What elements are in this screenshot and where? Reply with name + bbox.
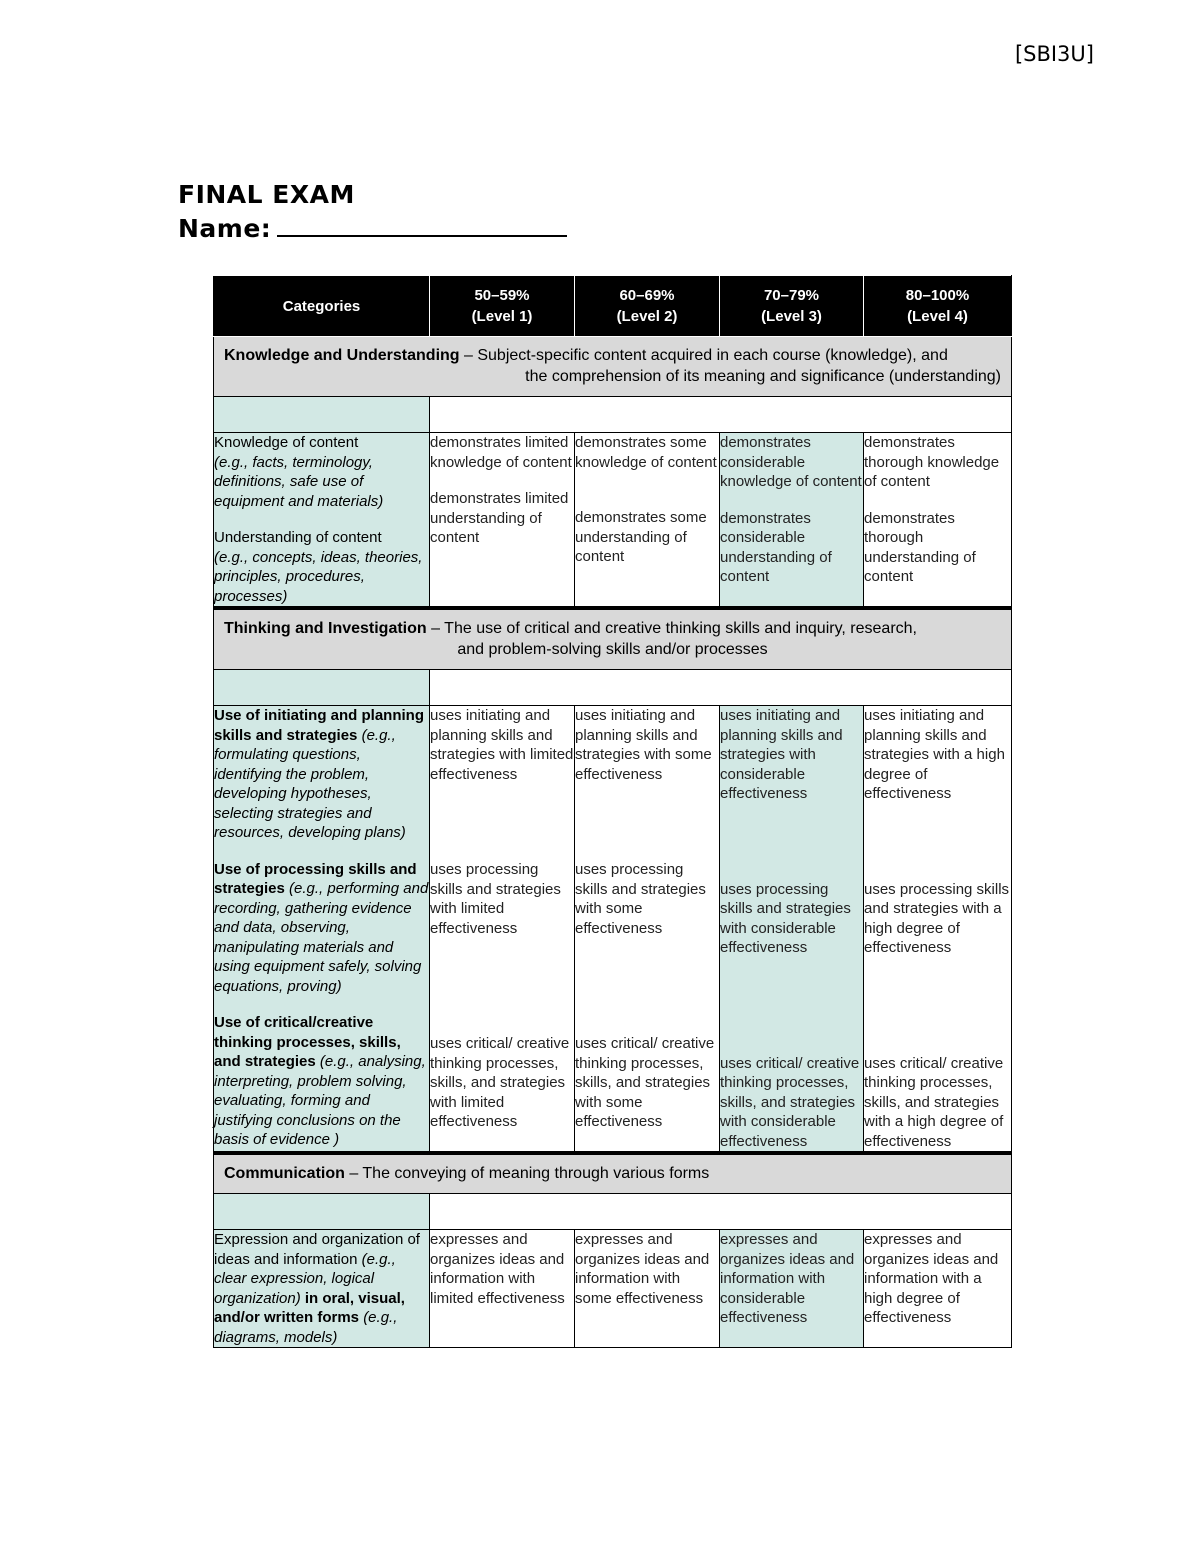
- level-2-cell: uses initiating and planning skills and strategies with some effectiveness uses processing skills and strategies with some effectiveness uses critical/ creative thinking processes, skills, and strategies with some effectiveness: [575, 706, 720, 1154]
- col-header-level-4: 80–100% (Level 4): [864, 276, 1012, 337]
- col-header-level-3: 70–79% (Level 3): [720, 276, 864, 337]
- name-label: Name:: [178, 214, 272, 243]
- name-line: [178, 213, 567, 243]
- col-header-level-1: 50–59% (Level 1): [430, 276, 575, 337]
- level-2-cell: expresses and organizes ideas and information with some effectiveness: [575, 1230, 720, 1348]
- level-3-cell: uses initiating and planning skills and strategies with considerable effectiveness uses processing skills and strategies with considerable effectiveness uses critical/ creative thinking processes, skills, and strategies with considerable effectiveness: [720, 706, 864, 1154]
- level-2-cell: demonstrates some knowledge of content demonstrates some understanding of content: [575, 433, 720, 609]
- level-4-cell: expresses and organizes ideas and information with a high degree of effectiveness: [864, 1230, 1012, 1348]
- category-title: Communication: [224, 1165, 345, 1182]
- col-header-level-2: 60–69% (Level 2): [575, 276, 720, 337]
- category-thinking-investigation: Thinking and Investigation – The use of critical and creative thinking skills and inquiry, research, and problem-solving skills and/or processes: [214, 608, 1012, 670]
- category-communication: Communication – The conveying of meaning through various forms: [214, 1153, 1012, 1194]
- exam-title: FINAL EXAM: [178, 180, 355, 209]
- criteria-cell: Use of initiating and planning skills and strategies (e.g., formulating questions, identifying the problem, developing hypotheses, selecting strategies and resources, developing plans) Use of processing skills and strategies (e.g., performing and recording, gathering evidence and data, observing, manipulating materials and using equipment safely, solving equations, proving) Use of critical/creative thinking processes, skills, and strategies (e.g., analysing, interpreting, problem solving, evaluating, forming and justifying conclusions on the basis of evidence ): [214, 706, 430, 1154]
- rubric-header-row: [214, 276, 1012, 337]
- criteria-cell: Knowledge of content (e.g., facts, terminology, definitions, safe use of equipment and materials) Understanding of content (e.g., concepts, ideas, theories, principles, procedures, processes): [214, 433, 430, 609]
- level-1-cell: expresses and organizes ideas and information with limited effectiveness: [430, 1230, 575, 1348]
- level-1-cell: uses initiating and planning skills and strategies with limited effectiveness uses processing skills and strategies with limited effectiveness uses critical/ creative thinking processes, skills, and strategies with limited effectiveness: [430, 706, 575, 1154]
- level-4-cell: uses initiating and planning skills and strategies with a high degree of effectiveness uses processing skills and strategies with a high degree of effectiveness uses critical/ creative thinking processes, skills, and strategies with a high degree of effectiveness: [864, 706, 1012, 1154]
- level-3-cell: demonstrates considerable knowledge of content demonstrates considerable understanding of content: [720, 433, 864, 609]
- achievement-rubric-table: [213, 275, 1012, 1348]
- spacer-row: [214, 670, 1012, 706]
- name-blank[interactable]: [277, 213, 567, 237]
- criteria-cell: Expression and organization of ideas and information (e.g., clear expression, logical organization) in oral, visual, and/or written forms (e.g., diagrams, models): [214, 1230, 430, 1348]
- criteria-row-comm: [214, 1230, 1012, 1348]
- course-code: [SBI3U]: [1014, 42, 1094, 66]
- level-1-cell: demonstrates limited knowledge of content demonstrates limited understanding of content: [430, 433, 575, 609]
- criteria-row-ku: [214, 433, 1012, 609]
- level-4-cell: demonstrates thorough knowledge of content demonstrates thorough understanding of content: [864, 433, 1012, 609]
- spacer-row: [214, 397, 1012, 433]
- col-header-categories: Categories: [214, 276, 430, 337]
- spacer-row: [214, 1194, 1012, 1230]
- category-title: Knowledge and Understanding: [224, 347, 460, 364]
- level-3-cell: expresses and organizes ideas and information with considerable effectiveness: [720, 1230, 864, 1348]
- category-knowledge-understanding: Knowledge and Understanding – Subject-specific content acquired in each course (knowledge), and the comprehension of its meaning and significance (understanding): [214, 337, 1012, 397]
- criteria-row-ti: [214, 706, 1012, 1154]
- category-title: Thinking and Investigation: [224, 620, 427, 637]
